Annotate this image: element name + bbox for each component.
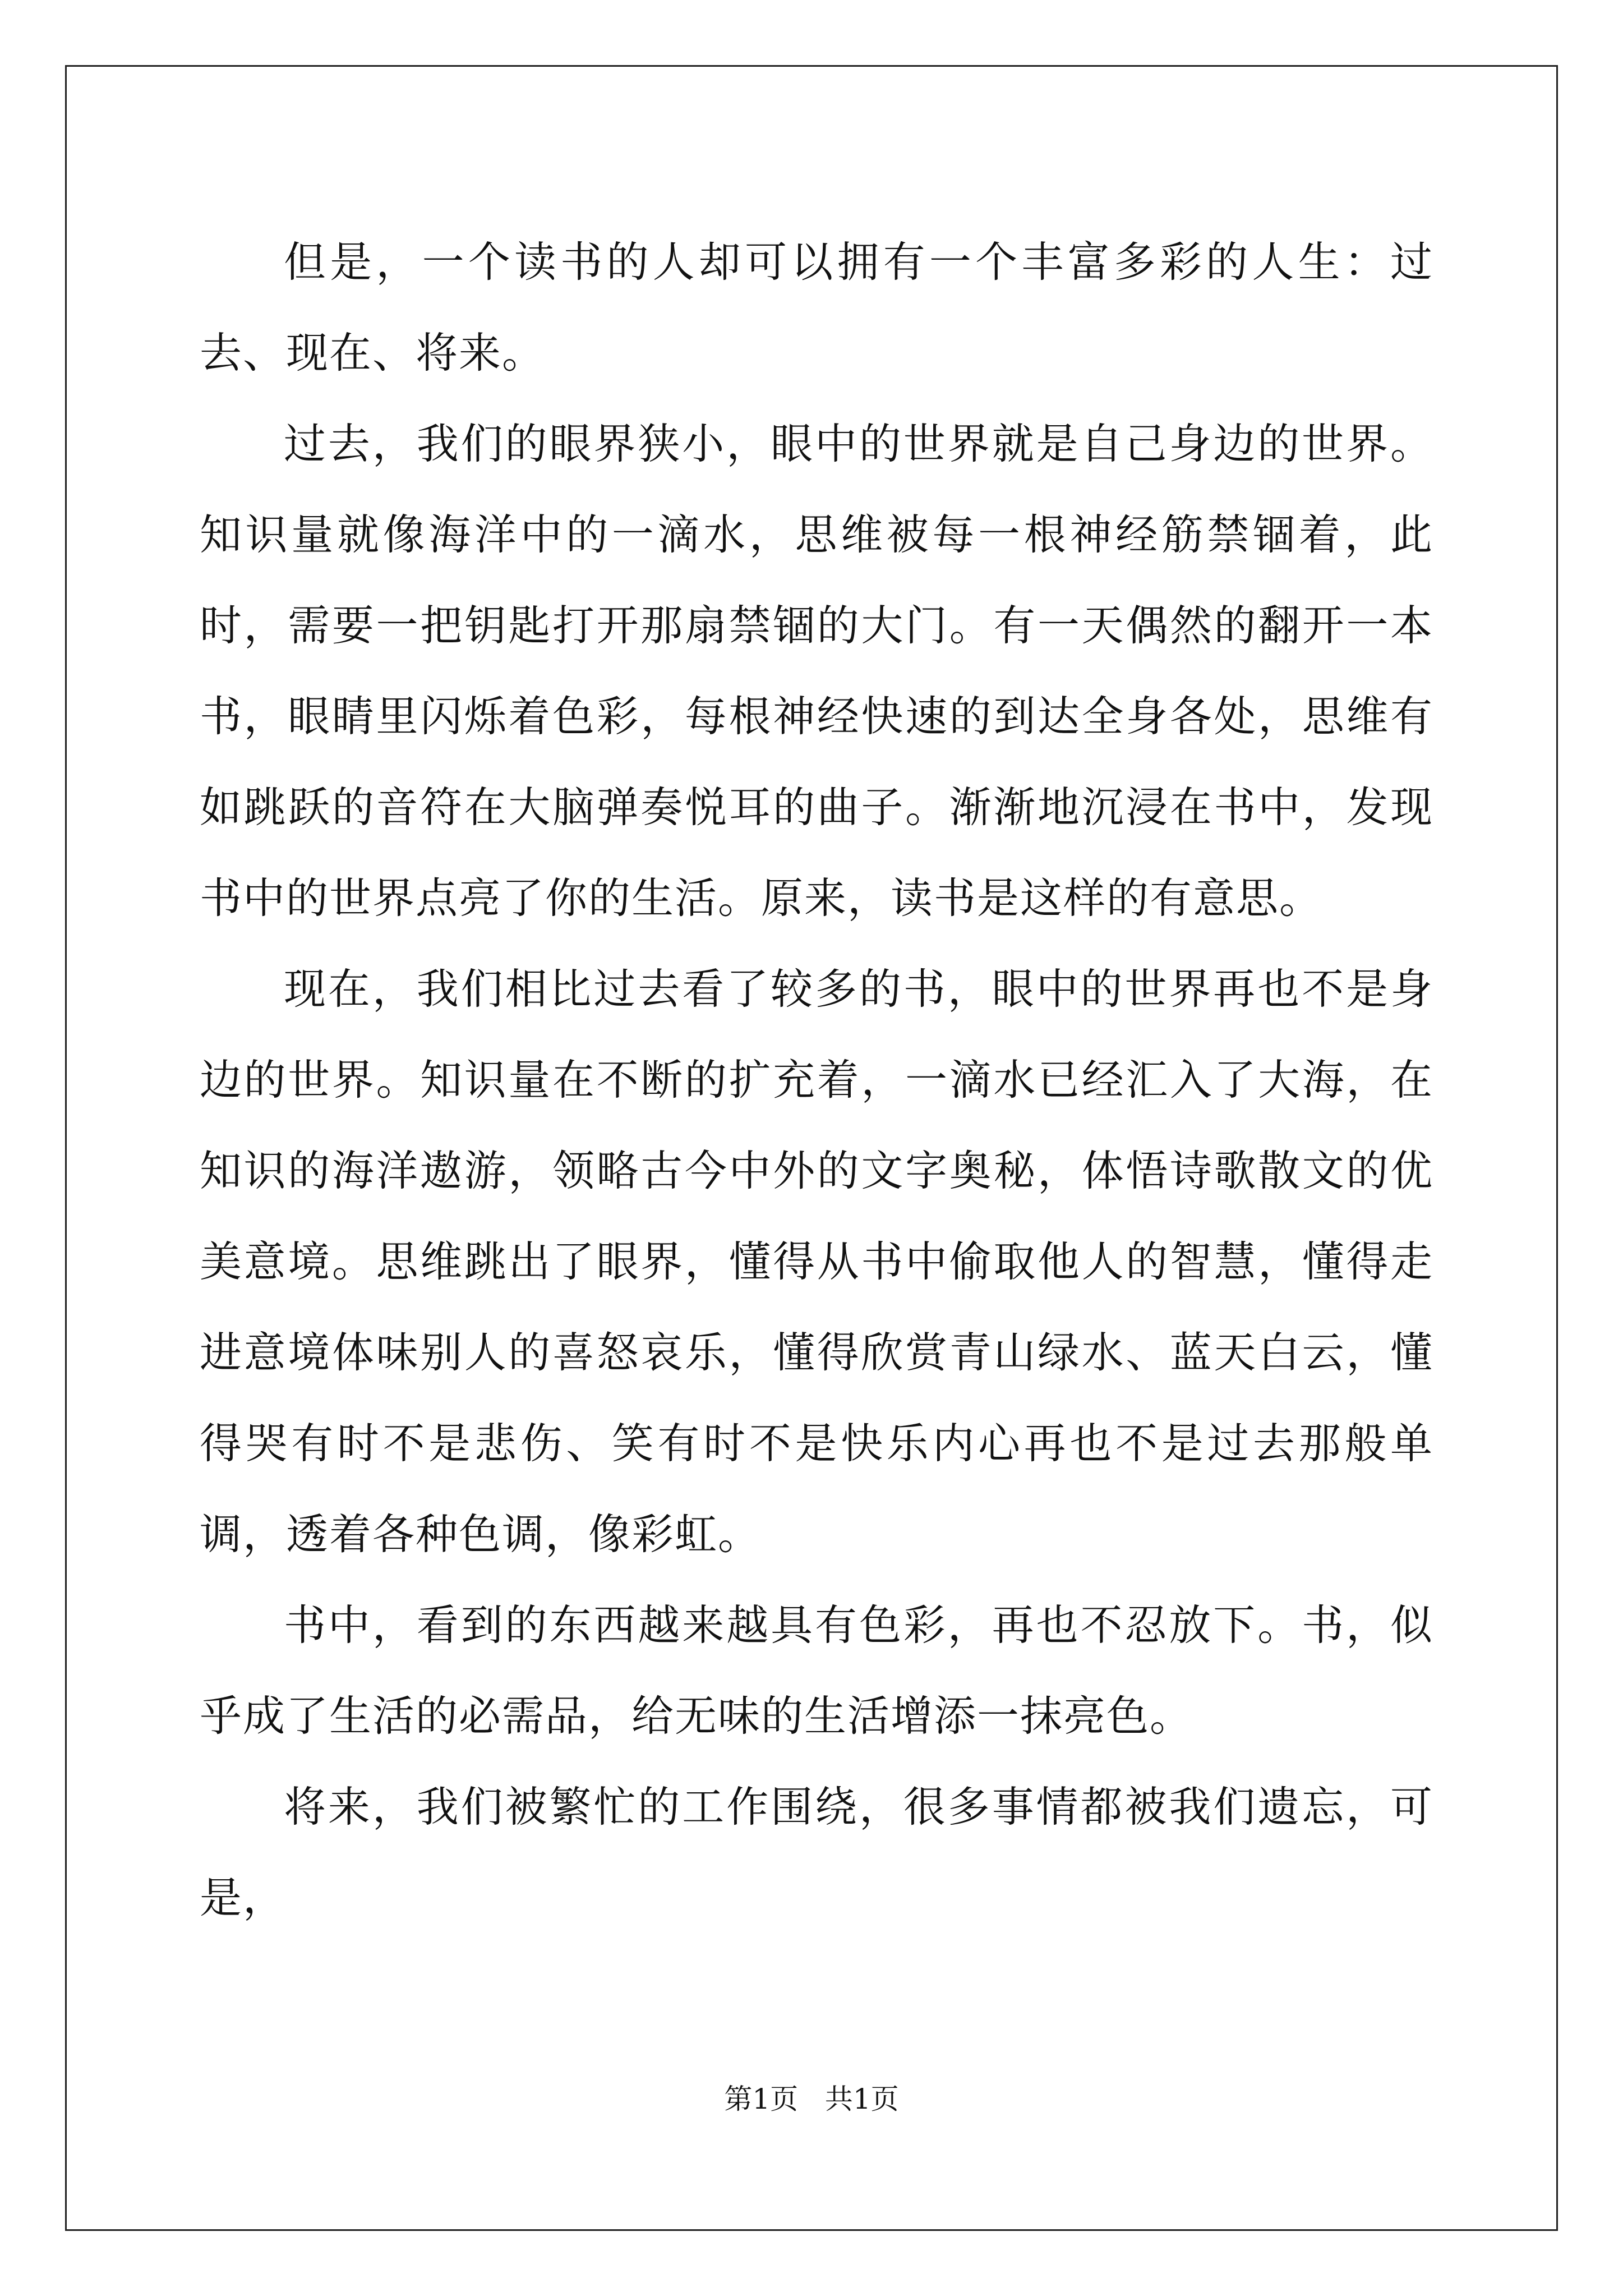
paragraph-5: 将来，我们被繁忙的工作围绕，很多事情都被我们遗忘，可是， <box>200 1782 1433 1922</box>
document-body <box>200 217 1433 1943</box>
paragraph-4: 书中，看到的东西越来越具有色彩，再也不忍放下。书，似乎成了生活的必需品，给无味的生活增添一抹亮色。 <box>200 1600 1433 1741</box>
page-number-footer: 第1页 共1页 <box>724 2083 899 2115</box>
paragraph-1: 但是，一个读书的人却可以拥有一个丰富多彩的人生：过去、现在、将来。 <box>200 237 1433 378</box>
paragraph-2: 过去，我们的眼界狭小，眼中的世界就是自己身边的世界。知识量就像海洋中的一滴水，思维被每一根神经筋禁锢着，此时，需要一把钥匙打开那扇禁锢的大门。有一天偶然的翻开一本书，眼睛里闪烁着色彩，每根神经快速的到达全身各处，思维有如跳跃的音符在大脑弹奏悦耳的曲子。渐渐地沉浸在书中，发现书中的世界点亮了你的生活。原来，读书是这样的有意思。 <box>200 419 1433 923</box>
paragraph-3: 现在，我们相比过去看了较多的书，眼中的世界再也不是身边的世界。知识量在不断的扩充着，一滴水已经汇入了大海，在知识的海洋遨游，领略古今中外的文字奥秘，体悟诗歌散文的优美意境。思维跳出了眼界，懂得从书中偷取他人的智慧，懂得走进意境体味别人的喜怒哀乐，懂得欣赏青山绿水、蓝天白云，懂得哭有时不是悲伤、笑有时不是快乐内心再也不是过去那般单调，透着各种色调，像彩虹。 <box>200 964 1433 1559</box>
